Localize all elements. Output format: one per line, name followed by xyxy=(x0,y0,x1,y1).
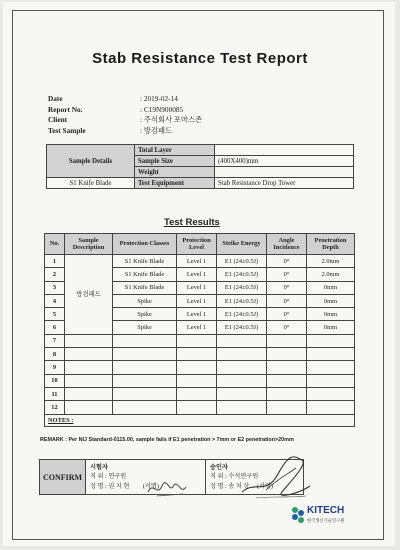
penetration-depth: 0mm xyxy=(307,321,355,334)
header-sample-description: Sample Description xyxy=(65,234,113,255)
protection-level: Level 1 xyxy=(177,321,217,334)
protection-level xyxy=(177,387,217,400)
approver-position: 직 위 : 수석연구원 xyxy=(210,473,259,481)
protection-level xyxy=(177,401,217,414)
protection-class: Spike xyxy=(113,294,177,307)
angle-incidence: 0° xyxy=(267,268,307,281)
row-number: 7 xyxy=(45,334,65,347)
row-number: 4 xyxy=(45,294,65,307)
protection-class: Spike xyxy=(113,321,177,334)
protection-class: Spike xyxy=(113,308,177,321)
angle-incidence: 0° xyxy=(267,308,307,321)
header-protection-level: Protection Level xyxy=(177,234,217,255)
angle-incidence: 0° xyxy=(267,255,307,268)
detail-label: Sample Size xyxy=(135,156,215,167)
strike-energy xyxy=(217,334,267,347)
tester-position: 직 위 : 연구원 xyxy=(90,473,127,481)
notes-row xyxy=(45,414,355,426)
angle-incidence xyxy=(267,401,307,414)
protection-class xyxy=(113,374,177,387)
sample-description xyxy=(65,361,113,374)
row-number: 3 xyxy=(45,281,65,294)
sample-description xyxy=(65,334,113,347)
header-angle-incidence: Angle Incidence xyxy=(267,234,307,255)
report-title: Stab Resistance Test Report xyxy=(92,50,308,67)
results-row xyxy=(45,387,355,400)
tester-heading: 시험자 xyxy=(90,463,108,471)
angle-incidence xyxy=(267,387,307,400)
sample-details-table xyxy=(46,144,354,189)
strike-energy xyxy=(217,401,267,414)
protection-level xyxy=(177,334,217,347)
info-value: : 주식회사 포마스존 xyxy=(140,115,203,124)
protection-class: S1 Knife Blade xyxy=(113,255,177,268)
row-number: 8 xyxy=(45,348,65,361)
strike-energy: E1 (24±0.5J) xyxy=(217,268,267,281)
sample-description xyxy=(65,374,113,387)
row-number: 6 xyxy=(45,321,65,334)
sample-description: 방검패드 xyxy=(65,255,113,335)
blade-type: S1 Knife Blade xyxy=(47,178,135,189)
header-protection-classes: Protection Classes xyxy=(113,234,177,255)
protection-class xyxy=(113,334,177,347)
row-number: 10 xyxy=(45,374,65,387)
protection-level xyxy=(177,374,217,387)
remark: REMARK : Per NIJ Standard-0115.00, sample fails if E1 penetration > 7mm or E2 penetration>20mm xyxy=(40,437,294,443)
results-row xyxy=(45,334,355,347)
row-number: 11 xyxy=(45,387,65,400)
strike-energy xyxy=(217,374,267,387)
results-row xyxy=(45,374,355,387)
info-label: Date xyxy=(48,94,63,103)
detail-label: Weight xyxy=(135,167,215,178)
info-label: Client xyxy=(48,115,68,124)
detail-label: Total Layer xyxy=(135,145,215,156)
info-label: Test Sample xyxy=(48,125,86,135)
protection-class xyxy=(113,401,177,414)
logo-subtitle: 한국생산기술연구원 xyxy=(307,518,345,523)
approver-name-text: 성 명 : 송 치 상 xyxy=(210,482,250,490)
detail-value xyxy=(215,145,354,156)
angle-incidence xyxy=(267,348,307,361)
protection-class: S1 Knife Blade xyxy=(113,268,177,281)
strike-energy: E1 (24±0.5J) xyxy=(217,281,267,294)
strike-energy xyxy=(217,348,267,361)
approver-heading: 승인자 xyxy=(210,463,228,471)
penetration-depth xyxy=(307,387,355,400)
strike-energy: E1 (24±0.5J) xyxy=(217,321,267,334)
strike-energy: E1 (24±0.5J) xyxy=(217,255,267,268)
tester-name-text: 성 명 : 권 지 현 xyxy=(90,482,130,490)
penetration-depth: 0mm xyxy=(307,308,355,321)
penetration-depth: 2.0mm xyxy=(307,255,355,268)
detail-value: (400X400)mm xyxy=(215,156,354,167)
equipment-value: Stab Resistance Drop Tower xyxy=(215,178,354,189)
penetration-depth: 0mm xyxy=(307,294,355,307)
row-number: 2 xyxy=(45,268,65,281)
approver-seal: (서명) xyxy=(256,482,273,490)
penetration-depth xyxy=(307,401,355,414)
sample-description xyxy=(65,401,113,414)
protection-class xyxy=(113,387,177,400)
protection-level: Level 1 xyxy=(177,281,217,294)
results-header-row xyxy=(45,234,355,255)
test-results-title: Test Results xyxy=(164,217,220,228)
results-row xyxy=(45,255,355,268)
detail-value xyxy=(215,167,354,178)
penetration-depth xyxy=(307,334,355,347)
approver-signature xyxy=(236,452,316,506)
info-value: : 방검패드 xyxy=(140,125,173,135)
header-penetration-depth: Penetration Depth xyxy=(307,234,355,255)
strike-energy: E1 (24±0.5J) xyxy=(217,308,267,321)
protection-level: Level 1 xyxy=(177,268,217,281)
results-row xyxy=(45,401,355,414)
protection-level: Level 1 xyxy=(177,255,217,268)
results-row xyxy=(45,361,355,374)
results-row xyxy=(45,348,355,361)
penetration-depth: 0mm xyxy=(307,281,355,294)
angle-incidence: 0° xyxy=(267,321,307,334)
info-row-date xyxy=(48,94,202,105)
sample-description xyxy=(65,387,113,400)
strike-energy xyxy=(217,361,267,374)
protection-class xyxy=(113,361,177,374)
angle-incidence xyxy=(267,361,307,374)
report-info xyxy=(48,94,202,136)
angle-incidence xyxy=(267,334,307,347)
penetration-depth xyxy=(307,348,355,361)
strike-energy xyxy=(217,387,267,400)
row-number: 12 xyxy=(45,401,65,414)
row-number: 9 xyxy=(45,361,65,374)
info-row-client xyxy=(48,115,202,126)
info-value: : 2019-02-14 xyxy=(140,94,178,103)
logo-name: KITECH xyxy=(307,505,345,516)
protection-level xyxy=(177,348,217,361)
sample-details-label: Sample Details xyxy=(47,145,135,178)
row-number: 1 xyxy=(45,255,65,268)
equipment-label: Test Equipment xyxy=(135,178,215,189)
penetration-depth: 2.0mm xyxy=(307,268,355,281)
info-value: : C19N900085 xyxy=(140,104,184,114)
angle-incidence: 0° xyxy=(267,294,307,307)
protection-level xyxy=(177,361,217,374)
protection-level: Level 1 xyxy=(177,308,217,321)
protection-class: S1 Knife Blade xyxy=(113,281,177,294)
results-body xyxy=(45,255,355,427)
info-label: Report No. xyxy=(48,104,83,114)
tester-signature xyxy=(142,477,193,499)
penetration-depth xyxy=(307,374,355,387)
info-row-report-no xyxy=(48,105,202,116)
test-results-table xyxy=(44,233,355,427)
header-no: No. xyxy=(45,234,65,255)
sample-description xyxy=(65,348,113,361)
protection-class xyxy=(113,348,177,361)
protection-level: Level 1 xyxy=(177,294,217,307)
notes-label: NOTES : xyxy=(45,414,355,426)
penetration-depth xyxy=(307,361,355,374)
info-row-test-sample xyxy=(48,126,202,137)
strike-energy: E1 (24±0.5J) xyxy=(217,294,267,307)
header-strike-energy: Strike Energy xyxy=(217,234,267,255)
row-number: 5 xyxy=(45,308,65,321)
angle-incidence xyxy=(267,374,307,387)
tester-seal: (서명) xyxy=(142,482,159,490)
confirm-label: CONFIRM xyxy=(40,460,86,495)
angle-incidence: 0° xyxy=(267,281,307,294)
